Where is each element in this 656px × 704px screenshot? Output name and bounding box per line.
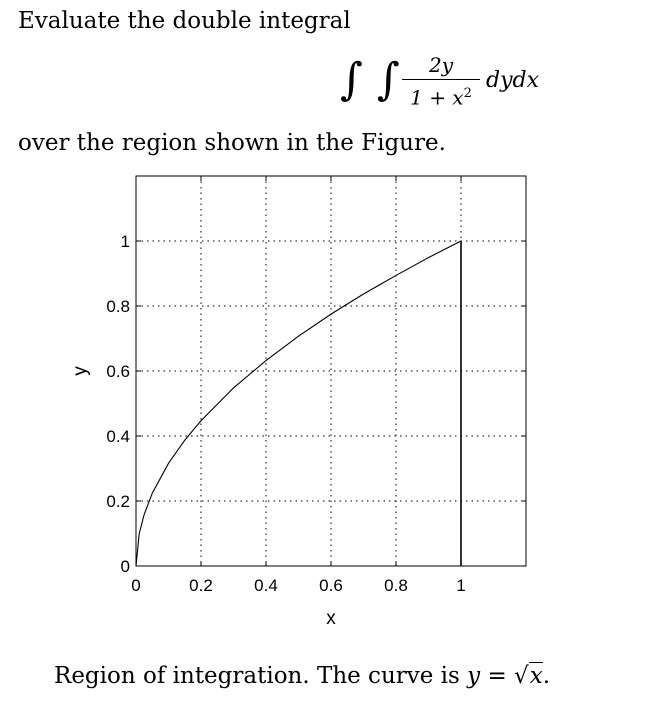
y-tick-label: 0.8	[106, 297, 130, 316]
x-tick-label: 1	[456, 576, 466, 595]
denominator-exponent: 2	[463, 86, 472, 101]
x-tick-label: 0	[131, 576, 141, 595]
plot-series	[136, 241, 461, 566]
caption-radicand: x	[529, 663, 543, 689]
y-tick-label: 0.6	[106, 362, 130, 381]
y-tick-label: 1	[120, 232, 130, 251]
y-tick-label: 0.4	[106, 427, 130, 446]
x-tick-label: 0.2	[189, 576, 213, 595]
sqrt-symbol: √	[514, 663, 529, 689]
caption-equals: =	[480, 663, 515, 689]
y-tick-label: 0.2	[106, 492, 130, 511]
caption-prefix: Region of integration. The curve is	[54, 663, 468, 689]
integral-signs: ∫ ∫	[340, 54, 400, 105]
x-axis-label: x	[326, 608, 336, 629]
caption-lhs: y	[467, 663, 481, 689]
y-tick-label: 0	[120, 557, 130, 576]
problem-intro-text: Evaluate the double integral	[18, 8, 351, 34]
plot-grid	[136, 176, 526, 566]
caption-suffix: .	[542, 663, 550, 689]
region-text: over the region shown in the Figure.	[18, 130, 446, 156]
denominator-base: 1 + x	[410, 85, 464, 110]
curve-sqrt-x	[136, 241, 461, 566]
differentials: dydx	[486, 68, 540, 93]
integrand-numerator: 2y	[428, 53, 454, 77]
x-tick-label: 0.8	[384, 576, 408, 595]
y-axis-label: y	[70, 366, 91, 376]
x-tick-label: 0.6	[319, 576, 343, 595]
x-tick-label: 0.4	[254, 576, 278, 595]
plot-tick-labels	[106, 232, 465, 595]
figure-caption	[54, 663, 550, 689]
